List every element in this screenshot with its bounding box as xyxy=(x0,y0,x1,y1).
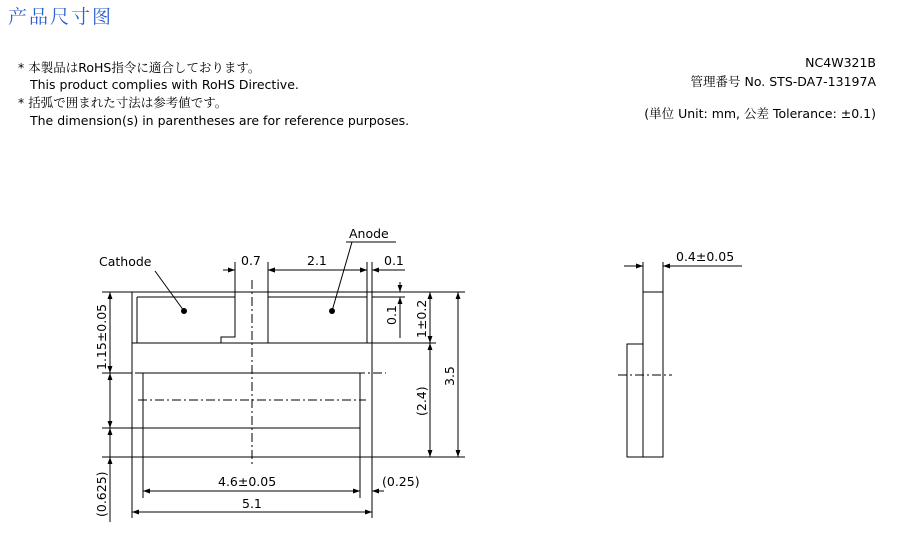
dim-text-01-top: 0.1 xyxy=(384,253,404,268)
note-2-en: The dimension(s) in parentheses are for reference purposes. xyxy=(30,113,410,128)
note-2-mark: * xyxy=(18,95,25,110)
anode-pocket xyxy=(268,297,367,343)
anode-leader xyxy=(332,242,352,311)
side-view-lens xyxy=(627,344,643,457)
anode-label: Anode xyxy=(349,226,389,241)
dim-text-35: 3.5 xyxy=(442,366,457,386)
dim-text-01-side: 0.1 xyxy=(384,305,399,325)
dim-text-0625: (0.625) xyxy=(94,471,109,517)
anode-marker-dot xyxy=(329,308,335,314)
note-1-en: This product complies with RoHS Directive. xyxy=(30,77,299,92)
note-1-mark: * xyxy=(18,60,25,75)
dim-text-115: 1.15±0.05 xyxy=(94,303,109,370)
page-title: 产品尺寸图 xyxy=(8,6,114,28)
note-1-jp: 本製品はRoHS指令に適合しております。 xyxy=(28,60,261,75)
reference-number: 管理番号 No. STS-DA7-13197A xyxy=(690,74,876,89)
dim-text-025: (0.25) xyxy=(382,474,420,489)
dim-text-21: 2.1 xyxy=(307,253,327,268)
dim-text-04: 0.4±0.05 xyxy=(676,249,735,264)
model-number: NC4W321B xyxy=(805,55,876,70)
dim-text-51: 5.1 xyxy=(242,496,262,511)
cathode-marker-dot xyxy=(181,308,187,314)
dim-text-1: 1±0.2 xyxy=(414,299,429,338)
dim-text-24: (2.4) xyxy=(414,386,429,416)
dim-text-07: 0.7 xyxy=(241,253,261,268)
dim-text-46: 4.6±0.05 xyxy=(218,474,277,489)
note-2-jp: 括弧で囲まれた寸法は参考値です。 xyxy=(28,95,228,110)
cathode-pocket xyxy=(137,297,235,343)
cathode-leader xyxy=(155,271,184,311)
units-tolerance: (単位 Unit: mm, 公差 Tolerance: ±0.1) xyxy=(644,106,876,121)
cathode-label: Cathode xyxy=(99,254,152,269)
